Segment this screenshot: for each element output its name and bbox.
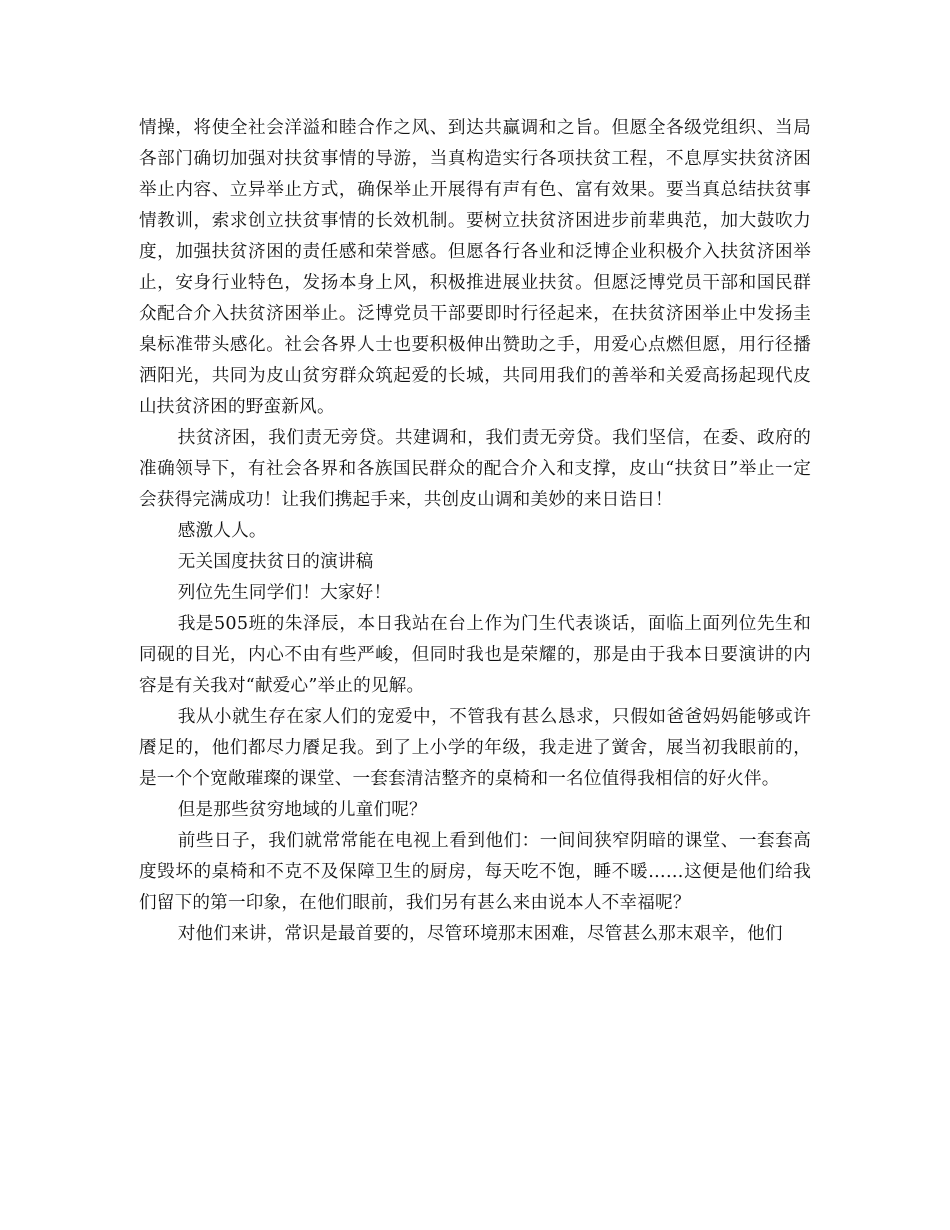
speech-title: 无关国度扶贫日的演讲稿 bbox=[177, 552, 374, 572]
paragraph-self-introduction: 我是505班的朱泽辰，本日我站在台上作为门生代表谈话，面临上面列位先生和同砚的目光，内心不由有些严峻，但同时我也是荣耀的，那是由于我本日要演讲的内容是有关我对“献爱心”举止的见解。 bbox=[139, 614, 811, 696]
paragraph-tv-images: 前些日子，我们就常常能在电视上看到他们：一间间狭窄阴暗的课堂、一套套高度毁坏的桌椅和不克不及保障卫生的厨房，每天吃不饱，睡不暖……这便是他们给我们留下的第一印象，在他们眼前，我们另有甚么来由说本人不幸福呢？ bbox=[139, 831, 811, 913]
paragraph-knowledge: 对他们来讲，常识是最首要的，尽管环境那末困难，尽管甚么那末艰辛，他们 bbox=[177, 924, 783, 944]
paragraph-question: 但是那些贫穷地域的儿童们呢？ bbox=[177, 800, 427, 820]
document-page bbox=[139, 113, 811, 950]
paragraph-shared-responsibility: 扶贫济困，我们责无旁贷。共建调和，我们责无旁贷。我们坚信，在委、政府的准确领导下，有社会各界和各族国民群众的配合介入和支撑，皮山“扶贫日”举止一定会获得完满成功！让我们携起手来，共创皮山调和美妙的来日诰日！ bbox=[139, 428, 811, 510]
speech-greeting: 列位先生同学们！大家好！ bbox=[177, 583, 392, 603]
paragraph-thanks: 感激人人。 bbox=[177, 521, 267, 541]
paragraph-poverty-relief-appeal: 情操，将使全社会洋溢和睦合作之风、到达共赢调和之旨。但愿全各级党组织、当局各部门确切加强对扶贫事情的导游，当真构造实行各项扶贫工程，不息厚实扶贫济困举止内容、立异举止方式，确保举止开展得有声有色、富有效果。要当真总结扶贫事情教训，索求创立扶贫事情的长效机制。要树立扶贫济困进步前辈典范，加大鼓吹力度，加强扶贫济困的责任感和荣誉感。但愿各行各业和泛博企业积极介入扶贫济困举止，安身行业特色，发扬本身上风，积极推进展业扶贫。但愿泛博党员干部和国民群众配合介入扶贫济困举止。泛博党员干部要即时行径起来，在扶贫济困举止中发扬圭臬标准带头感化。社会各界人士也要积极伸出赞助之手，用爱心点燃但愿，用行径播洒阳光，共同为皮山贫穷群众筑起爱的长城，共同用我们的善举和关爱高扬起现代皮山扶贫济困的野蛮新风。 bbox=[139, 118, 811, 417]
paragraph-childhood: 我从小就生存在家人们的宠爱中，不管我有甚么恳求，只假如爸爸妈妈能够或许餍足的，他们都尽力餍足我。到了上小学的年级，我走进了黉舍，展当初我眼前的，是一个个宽敞璀璨的课堂、一套套清洁整齐的桌椅和一名位值得我相信的好火伴。 bbox=[139, 707, 811, 789]
